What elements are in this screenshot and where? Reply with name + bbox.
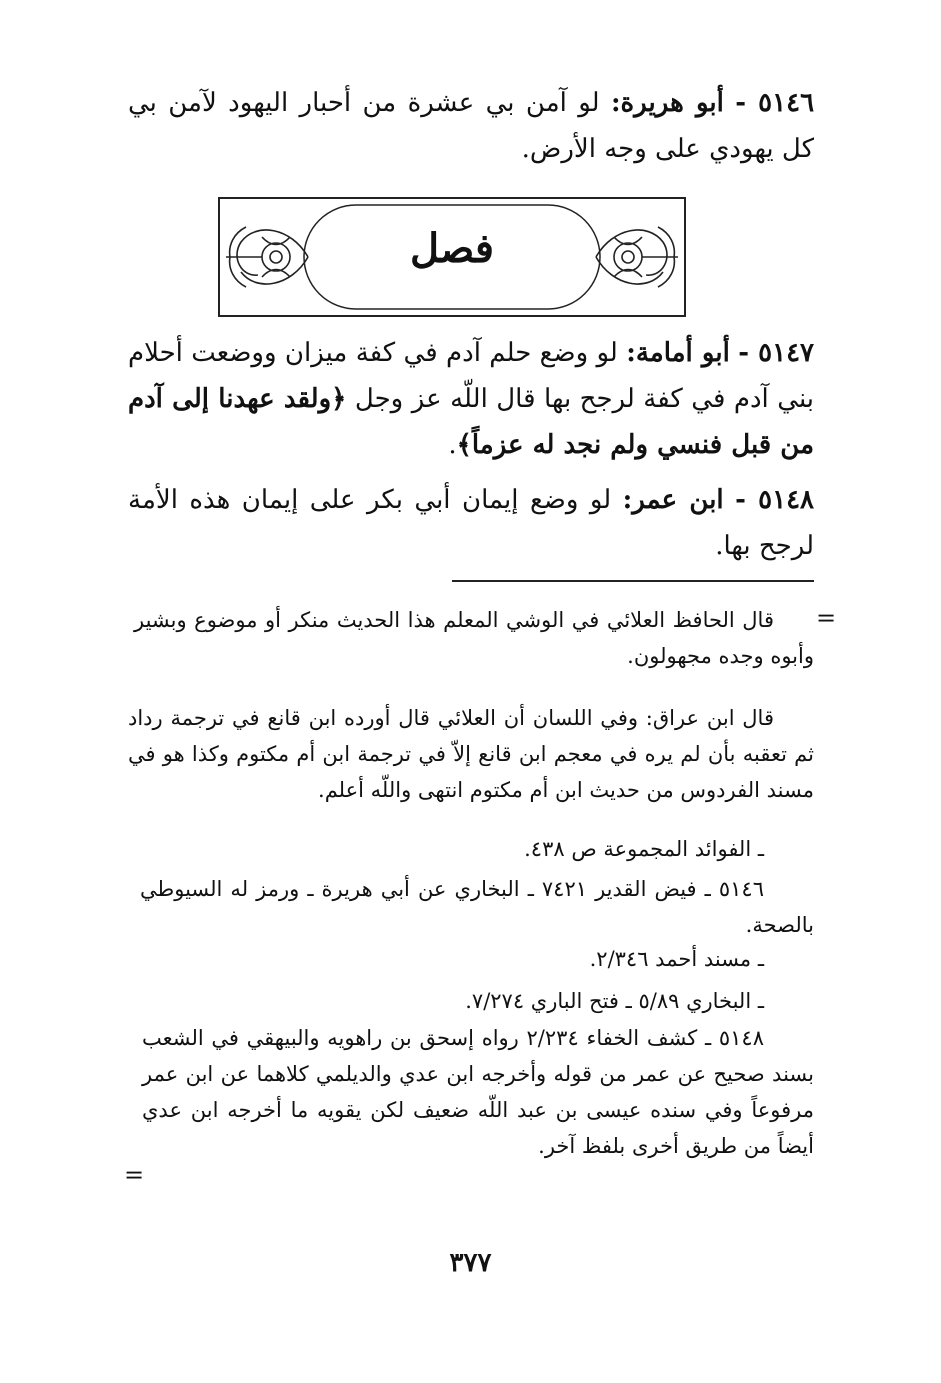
footnote-4: ٥١٤٦ ـ فيض القدير ٧٤٢١ ـ البخاري عن أبي هريرة ـ ورمز له السيوطي بالصحة. [140, 877, 814, 937]
footnote-1: قال الحافظ العلائي في الوشي المعلم هذا الحديث منكر أو موضوع وبشير وأبوه وجده مجهولون. [134, 608, 814, 668]
section-title: فصل [409, 225, 495, 272]
entry-number: ٥١٤٨ - [735, 485, 814, 515]
footnote-6: ـ البخاري ٥/٨٩ ـ فتح الباري ٧/٢٧٤. [465, 989, 764, 1013]
footnote-continuation-mark: = [124, 1161, 145, 1189]
entry-text: لو وضع حلم آدم في كفة ميزان ووضعت أحلام بني آدم في كفة لرجح بها قال اللّه عز وجل [128, 338, 815, 414]
footnote-3: ـ الفوائد المجموعة ص ٤٣٨. [524, 837, 764, 861]
entry-narrator: أبو هريرة: [610, 88, 724, 118]
entry-5147 [128, 330, 814, 468]
entry-number: ٥١٤٧ - [738, 338, 815, 368]
footnote-continuation-mark: = [816, 604, 837, 632]
footnote-2: قال ابن عراق: وفي اللسان أن العلائي قال أورده ابن قانع في ترجمة رداد ثم تعقبه بأن لم يره في معجم ابن قانع إلاّ في ترجمة ابن أم مكتوم وكذا هو في مسند الفردوس من حديث ابن أم مكتوم انتهى واللّه أعلم. [128, 706, 814, 802]
entry-5146 [128, 80, 814, 172]
entry-text: لو آمن بي عشرة من أحبار اليهود لآمن بي كل يهودي على وجه الأرض. [128, 88, 814, 164]
footnote-5: ـ مسند أحمد ٢/٣٤٦. [589, 947, 764, 971]
page-number: ٣٧٧ [449, 1248, 492, 1278]
entry-text: لو وضع إيمان أبي بكر على إيمان هذه الأمة لرجح بها. [128, 485, 814, 561]
quran-verse: ﴿ولقد عهدنا إلى آدم من قبل فنسي ولم نجد له عزماً﴾ [128, 384, 814, 460]
footnote-separator [452, 580, 814, 582]
entry-narrator: ابن عمر: [622, 485, 724, 515]
entry-tail: . [448, 430, 457, 460]
entry-5148 [128, 477, 814, 569]
entry-narrator: أبو أمامة: [626, 338, 730, 368]
entry-number: ٥١٤٦ - [735, 88, 815, 118]
footnote-7: ٥١٤٨ ـ كشف الخفاء ٢/٢٣٤ رواه إسحق بن راهويه والبيهقي في الشعب بسند صحيح عن عمر من قوله وأخرجه ابن عدي والديلمي كلاهما عن ابن عمر مرفوعاً وفي سنده عيسى بن عبد اللّه ضعيف لكن يقويه ما أخرجه ابن عدي أيضاً من طريق أخرى بلفظ آخر. [142, 1026, 814, 1158]
